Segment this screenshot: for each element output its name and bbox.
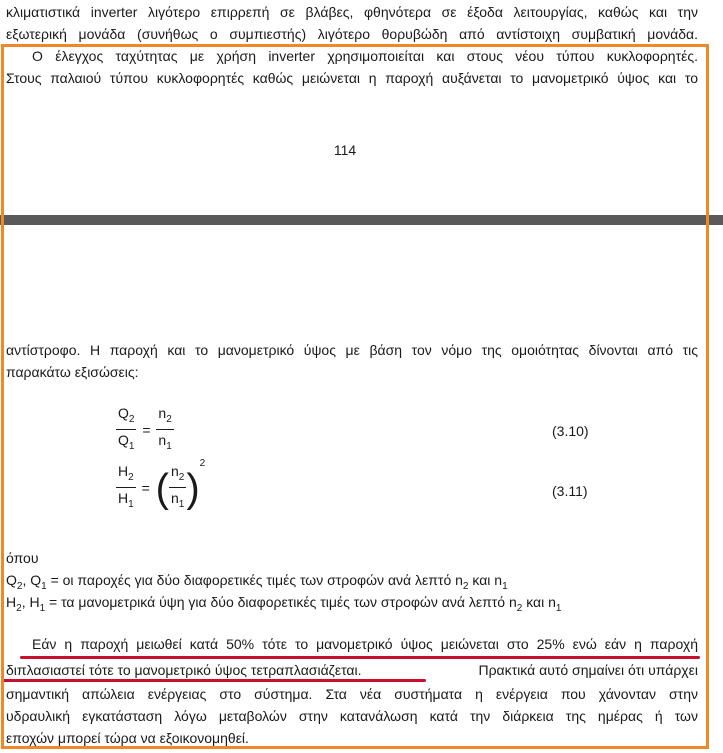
fraction: $\frac{H_2}{H_1}$ bbox=[116, 462, 136, 515]
red-underline bbox=[20, 656, 700, 659]
definition-h: $H_2$, $H_1 = \tau\alpha$ μανομετρικά ύψη για δύο διαφορετικές τιμές των στροφών ανά λεπτό $n_2$ και $n_1$ bbox=[6, 594, 562, 614]
underlined-sentence: διπλασιαστεί τότε το μανομετρικό ύψος τετραπλασιάζεται. bbox=[6, 662, 362, 678]
fraction: $\frac{n_2}{n_1}$ bbox=[156, 404, 173, 457]
equation-3-11: $\frac{H_2}{H_1}$ = ( $\frac{n_2}{n_1}$ )$^2$ bbox=[116, 462, 205, 515]
paragraph-line: σημαντική απώλεια ενέργειας στο σύστημα. Στα νέα συστήματα η ενέργεια που χάνονταν στην bbox=[6, 686, 698, 702]
paragraph-line: παρακάτω εξισώσεις: bbox=[6, 364, 139, 380]
paragraph-line: αντίστροφο. Η παροχή και το μανομετρικό ύψος με βάση τον νόμο της ομοιότητας δίνονται από τις bbox=[6, 342, 698, 358]
fraction: $\frac{Q_2}{Q_1}$ bbox=[116, 404, 136, 457]
paragraph-line: εξωτερική μονάδα (συνήθως ο συμπιεστής) λιγότερο θορυβώδη από αντίστοιχη συμβατική μονάδα. bbox=[6, 26, 698, 42]
paragraph-line: κλιματιστικά inverter λιγότερο επιρρεπή σε βλάβες, φθηνότερα σε έξοδα λειτουργίας, καθώς και την bbox=[6, 4, 698, 20]
page-number: 114 bbox=[333, 142, 357, 158]
paragraph-line: υδραυλική εγκατάσταση λόγω μεταβολών στην κατανάλωση κατά την διάρκεια της ημέρας ή των bbox=[6, 708, 698, 724]
paragraph-line: διπλασιαστεί τότε το μανομετρικό ύψος τετραπλασιάζεται. Πρακτικά αυτό σημαίνει ότι υπάρχει bbox=[6, 662, 698, 678]
underlined-sentence: Εάν η παροχή μειωθεί κατά 50% τότε το μανομετρικό ύψος μειώνεται στο 25% ενώ εάν η παροχή bbox=[32, 636, 698, 652]
paragraph-line: Στους παλαιού τύπου κυκλοφορητές καθώς μειώνεται η παροχή αυξάνεται το μανομετρικό ύψος και το bbox=[6, 70, 698, 86]
paragraph-line: εποχών μπορεί τώρα να εξοικονομηθεί. bbox=[6, 730, 249, 746]
red-underline bbox=[2, 679, 426, 682]
definition-q: $Q_2$, $Q_1 = o\iota$ παροχές για δύο διαφορετικές τιμές των στροφών ανά λεπτό $n_2$ και $n_1$ bbox=[6, 572, 508, 592]
equation-3-10: $\frac{Q_2}{Q_1}$ = $\frac{n_2}{n_1}$ bbox=[116, 404, 174, 457]
equation-number: (3.10) bbox=[552, 423, 589, 439]
where-label: όπου bbox=[6, 550, 39, 566]
equation-number: (3.11) bbox=[552, 483, 588, 499]
paragraph-line: Ο έλεγχος ταχύτητας με χρήση inverter χρησιμοποιείται και στους νέου τύπου κυκλοφορητές. bbox=[32, 48, 698, 64]
page-break-divider bbox=[0, 215, 723, 225]
fraction: $\frac{n_2}{n_1}$ bbox=[169, 462, 186, 515]
